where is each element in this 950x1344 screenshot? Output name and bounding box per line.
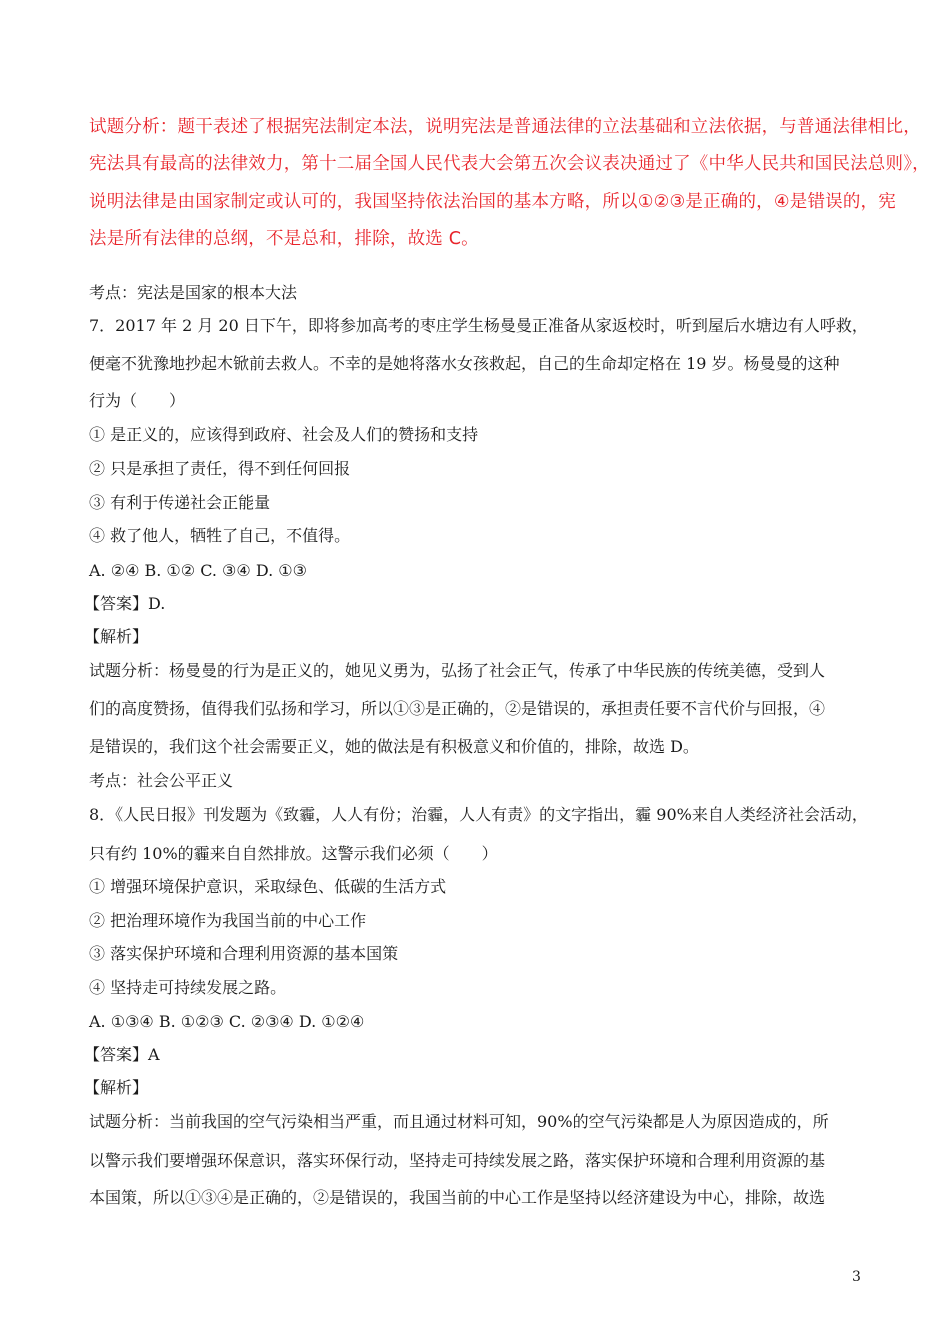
q8-analysis-line-3: 本国策，所以①③④是正确的，②是错误的，我国当前的中心工作是坚持以经济建设为中心，排除，故选 — [89, 1188, 826, 1207]
q7-option-3: ③ 有利于传递社会正能量 — [89, 493, 271, 512]
q7-jiexi-label: 【解析】 — [84, 627, 149, 646]
q7-stem-line-2: 便毫不犹豫地抄起木锨前去救人。不幸的是她将落水女孩救起，自己的生命却定格在 19 岁。杨曼曼的这种 — [89, 354, 840, 373]
q8-analysis-line-1: 试题分析：当前我国的空气污染相当严重，而且通过材料可知，90%的空气污染都是人为原因造成的，所 — [89, 1112, 829, 1131]
q8-choices: A. ①③④ B. ①②③ C. ②③④ D. ①②④ — [89, 1012, 365, 1031]
q7-option-2: ② 只是承担了责任，得不到任何回报 — [89, 459, 351, 478]
q8-analysis-line-2: 以警示我们要增强环保意识，落实环保行动，坚持走可持续发展之路，落实保护环境和合理利用资源的基 — [89, 1151, 826, 1170]
page-number: 3 — [852, 1269, 861, 1285]
q7-analysis-line-3: 是错误的，我们这个社会需要正义，她的做法是有积极意义和价值的，排除，故选 D。 — [89, 737, 699, 756]
red-analysis-line-1: 试题分析：题干表述了根据宪法制定本法，说明宪法是普通法律的立法基础和立法依据，与普通法律相比， — [89, 117, 921, 137]
kaodian-q6: 考点：宪法是国家的根本大法 — [89, 283, 298, 302]
q8-option-2: ② 把治理环境作为我国当前的中心工作 — [89, 911, 367, 930]
kaodian-q7: 考点：社会公平正义 — [89, 771, 234, 790]
q8-jiexi-label: 【解析】 — [84, 1078, 149, 1097]
red-analysis-line-2: 宪法具有最高的法律效力，第十二届全国人民代表大会第五次会议表决通过了《中华人民共和国民法总则》， — [89, 154, 930, 174]
q7-analysis-line-2: 们的高度赞扬，值得我们弘扬和学习，所以①③是正确的，②是错误的，承担责任要不言代价与回报，④ — [89, 699, 826, 718]
q7-answer: 【答案】D. — [84, 594, 166, 613]
q7-stem-line-1: 7．2017 年 2 月 20 日下午，即将参加高考的枣庄学生杨曼曼正准备从家返校时，听到屋后水塘边有人呼救， — [89, 316, 868, 335]
red-analysis-line-3: 说明法律是由国家制定或认可的，我国坚持依法治国的基本方略，所以①②③是正确的，④是错误的，宪 — [89, 192, 896, 212]
q8-option-3: ③ 落实保护环境和合理利用资源的基本国策 — [89, 944, 399, 963]
q7-stem-line-3: 行为（ ） — [89, 391, 186, 410]
q8-stem-line-2: 只有约 10%的霾来自自然排放。这警示我们必须（ ） — [89, 844, 498, 863]
q7-option-4: ④ 救了他人，牺牲了自己，不值得。 — [89, 526, 351, 545]
red-analysis-line-4: 法是所有法律的总纲，不是总和，排除，故选 C。 — [89, 229, 479, 249]
q8-option-1: ① 增强环境保护意识，采取绿色、低碳的生活方式 — [89, 877, 447, 896]
q8-stem-line-1: 8．《人民日报》刊发题为《致霾，人人有份；治霾，人人有责》的文字指出，霾 90%来自人类经济社会活动， — [89, 805, 868, 824]
q7-choices: A. ②④ B. ①② C. ③④ D. ①③ — [89, 561, 307, 580]
q7-analysis-line-1: 试题分析：杨曼曼的行为是正义的，她见义勇为，弘扬了社会正气，传承了中华民族的传统美德，受到人 — [89, 661, 826, 680]
q8-option-4: ④ 坚持走可持续发展之路。 — [89, 978, 287, 997]
q7-option-1: ① 是正义的，应该得到政府、社会及人们的赞扬和支持 — [89, 425, 479, 444]
q8-answer: 【答案】A — [84, 1045, 160, 1064]
